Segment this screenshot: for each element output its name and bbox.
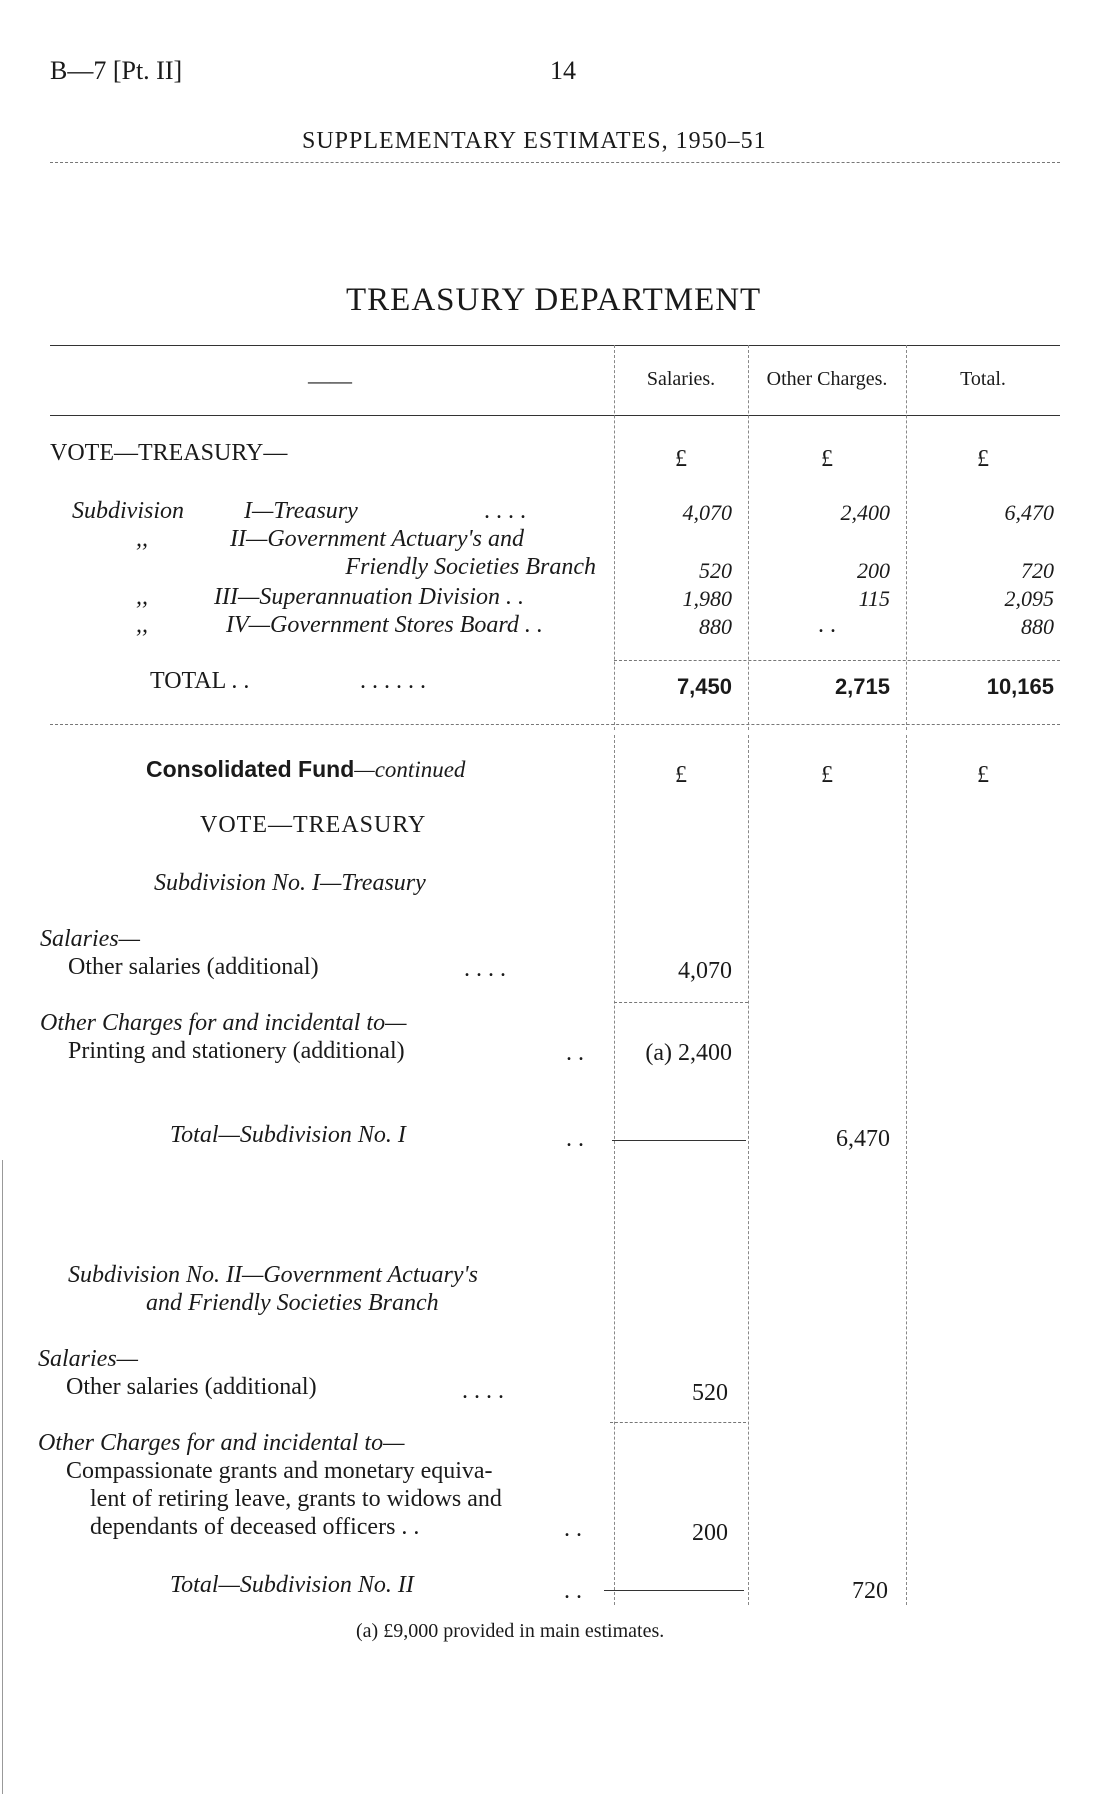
detail-currency-total: £ (977, 762, 989, 788)
row-label: II—Government Actuary's and (230, 526, 524, 552)
total-other: 2,715 (834, 674, 890, 699)
row-total: 2,095 (1004, 586, 1054, 611)
row-other: 2,400 (840, 500, 890, 525)
page-reference: B—7 [Pt. II] (50, 56, 183, 85)
footnote: (a) £9,000 provided in main estimates. (356, 1620, 665, 1642)
currency-salaries: £ (675, 446, 687, 472)
sub2-other-line1: Compassionate grants and monetary equiva- (66, 1458, 493, 1484)
sub1-heading: Subdivision No. I—Treasury (154, 870, 426, 896)
column-total: Total. (960, 368, 1006, 390)
fund-heading-italic: —continued (354, 757, 466, 782)
sub1-salaries-dots: . . . . (464, 956, 506, 982)
summary-top-rule (50, 345, 1060, 346)
currency-total: £ (977, 446, 989, 472)
sub2-total-value: 720 (852, 1578, 888, 1604)
sub2-other-line3: dependants of deceased officers . . (90, 1514, 420, 1540)
detail-col-divider-1 (614, 735, 615, 1605)
row-salaries: 880 (699, 614, 732, 639)
sub1-other-dots: . . (566, 1040, 584, 1066)
row-prefix: ,, (136, 526, 148, 552)
row-label: III—Superannuation Division . . (214, 584, 524, 610)
sub1-total-label: Total—Subdivision No. I (170, 1122, 406, 1148)
total-top-rule (614, 660, 1060, 661)
department-title: TREASURY DEPARTMENT (346, 282, 762, 318)
row-salaries: 4,070 (682, 500, 732, 525)
total-total: 10,165 (986, 674, 1054, 699)
sub1-other-value: (a) 2,400 (645, 1040, 732, 1066)
detail-col-divider-3 (906, 735, 907, 1605)
sub1-other-item: Printing and stationery (additional) (68, 1038, 405, 1064)
detail-currency-salaries: £ (675, 762, 687, 788)
detail-currency-other: £ (821, 762, 833, 788)
sub2-salaries-item: Other salaries (additional) (66, 1374, 317, 1400)
sub2-other-value: 200 (692, 1520, 728, 1546)
row-label: I—Treasury (244, 498, 358, 524)
sub2-other-heading: Other Charges for and incidental to— (38, 1430, 405, 1456)
sub1-salaries-item: Other salaries (additional) (68, 954, 319, 980)
detail-vote: VOTE—TREASURY (200, 812, 427, 838)
sub1-total-value: 6,470 (836, 1126, 890, 1152)
total-dots: . . . . . . (360, 668, 426, 694)
column-salaries: Salaries. (646, 368, 716, 390)
sub2-other-dots: . . (564, 1516, 582, 1542)
header-rule (50, 162, 1060, 163)
margin-edge (2, 1160, 3, 1794)
summary-bottom-rule (50, 724, 1060, 725)
sub2-salaries-value: 520 (692, 1380, 728, 1406)
row-label-continued: Friendly Societies Branch (345, 554, 596, 580)
col-divider-2 (748, 345, 749, 730)
row-salaries: 1,980 (682, 586, 732, 611)
vote-heading: VOTE—TREASURY— (50, 440, 288, 466)
sub1-salaries-heading: Salaries— (40, 926, 141, 952)
sub2-rule (610, 1422, 746, 1423)
total-label: TOTAL . . (150, 668, 250, 694)
row-total: 720 (1021, 558, 1054, 583)
row-total: 6,470 (1004, 500, 1054, 525)
total-salaries: 7,450 (676, 674, 732, 699)
row-other: 200 (857, 558, 890, 583)
row-other: . . (818, 612, 836, 638)
row-prefix: Subdivision (72, 498, 184, 524)
sub2-salaries-dots: . . . . (462, 1378, 504, 1404)
page-number: 14 (550, 56, 576, 85)
page-title: SUPPLEMENTARY ESTIMATES, 1950–51 (302, 128, 767, 154)
fund-heading (146, 756, 465, 783)
row-label: IV—Government Stores Board . . (226, 612, 543, 638)
sub2-other-line2: lent of retiring leave, grants to widows and (90, 1486, 502, 1512)
row-dots: . . . . (484, 498, 526, 524)
sub2-heading-line1: Subdivision No. II—Government Actuary's (68, 1262, 478, 1288)
col-divider-1 (614, 345, 615, 730)
sub1-total-rule (612, 1140, 746, 1141)
fund-heading-bold: Consolidated Fund (146, 756, 355, 782)
column-other-charges: Other Charges. (766, 368, 888, 390)
sub2-total-label: Total—Subdivision No. II (170, 1572, 414, 1598)
sub2-total-dots: . . (564, 1578, 582, 1604)
sub1-total-dots: . . (566, 1126, 584, 1152)
col-divider-3 (906, 345, 907, 730)
sub1-other-heading: Other Charges for and incidental to— (40, 1010, 407, 1036)
row-prefix: ,, (136, 612, 148, 638)
currency-other: £ (821, 446, 833, 472)
sub1-salaries-value: 4,070 (678, 958, 732, 984)
detail-col-divider-2 (748, 735, 749, 1605)
row-salaries: 520 (699, 558, 732, 583)
sub2-heading-line2: and Friendly Societies Branch (146, 1290, 439, 1316)
row-prefix: ,, (136, 584, 148, 610)
sub2-salaries-heading: Salaries— (38, 1346, 139, 1372)
row-total: 880 (1021, 614, 1054, 639)
row-other: 115 (858, 586, 890, 611)
sub2-total-rule (604, 1590, 744, 1591)
sub1-rule (614, 1002, 748, 1003)
column-label-dash: —— (308, 368, 352, 393)
summary-header-rule (50, 415, 1060, 416)
